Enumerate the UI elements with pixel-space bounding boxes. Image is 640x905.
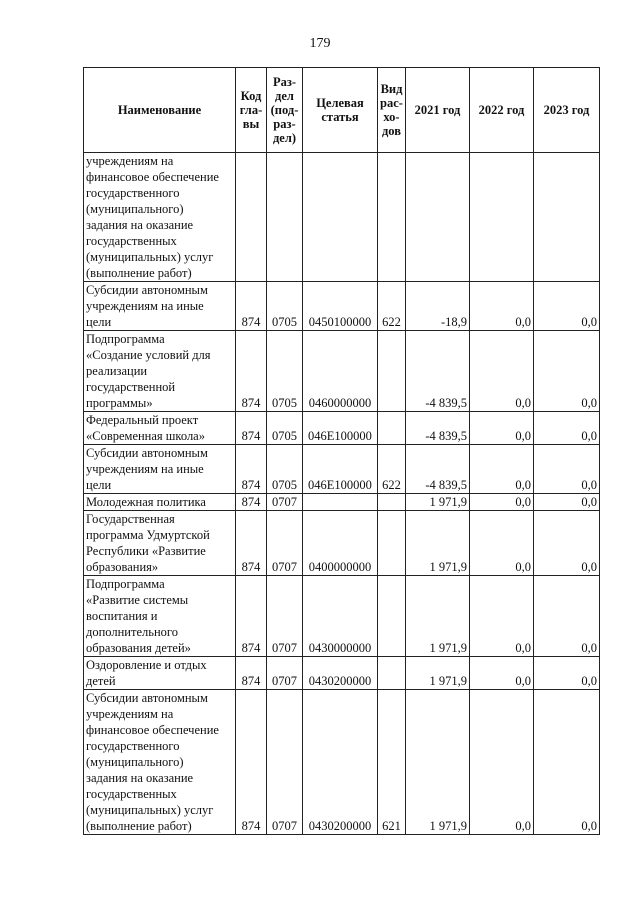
cell-chapter: 874 [236, 494, 267, 511]
cell-chapter: 874 [236, 412, 267, 445]
cell-y2022: 0,0 [470, 690, 534, 835]
cell-target [303, 153, 378, 282]
cell-y2023: 0,0 [534, 576, 600, 657]
cell-y2021: -4 839,5 [406, 331, 470, 412]
cell-y2023: 0,0 [534, 412, 600, 445]
cell-name: Подпрограмма «Создание условий для реализации государственной программы» [84, 331, 236, 412]
cell-section: 0705 [267, 445, 303, 494]
cell-target: 0430200000 [303, 657, 378, 690]
cell-chapter: 874 [236, 511, 267, 576]
cell-target [303, 494, 378, 511]
cell-chapter: 874 [236, 331, 267, 412]
cell-y2021: 1 971,9 [406, 657, 470, 690]
table-row [84, 657, 600, 690]
cell-target: 0400000000 [303, 511, 378, 576]
header-2023: 2023 год [534, 68, 600, 153]
cell-expense [378, 576, 406, 657]
cell-y2022: 0,0 [470, 494, 534, 511]
cell-name: Субсидии автономным учреждениям на иные цели [84, 282, 236, 331]
cell-y2022: 0,0 [470, 657, 534, 690]
table-row [84, 282, 600, 331]
cell-section: 0705 [267, 412, 303, 445]
cell-expense [378, 494, 406, 511]
header-2021: 2021 год [406, 68, 470, 153]
table-row [84, 331, 600, 412]
cell-y2021: 1 971,9 [406, 494, 470, 511]
cell-y2022: 0,0 [470, 511, 534, 576]
cell-y2021: -4 839,5 [406, 445, 470, 494]
cell-y2022: 0,0 [470, 412, 534, 445]
cell-y2022: 0,0 [470, 576, 534, 657]
cell-y2023: 0,0 [534, 494, 600, 511]
cell-y2021: -4 839,5 [406, 412, 470, 445]
header-2022: 2022 год [470, 68, 534, 153]
cell-y2021: 1 971,9 [406, 511, 470, 576]
cell-name: Субсидии автономным учреждениям на иные цели [84, 445, 236, 494]
table-row [84, 494, 600, 511]
cell-name: учреждениям на финансовое обеспечение государственного (муниципального) задания на оказание государственных (муниципальных) услуг (выполнение работ) [84, 153, 236, 282]
cell-name: Подпрограмма «Развитие системы воспитания и дополнительного образования детей» [84, 576, 236, 657]
header-expense: Вид рас- хо- дов [378, 68, 406, 153]
cell-target: 0430000000 [303, 576, 378, 657]
cell-expense [378, 153, 406, 282]
cell-name: Молодежная политика [84, 494, 236, 511]
cell-chapter: 874 [236, 690, 267, 835]
cell-expense [378, 331, 406, 412]
cell-target: 0450100000 [303, 282, 378, 331]
cell-chapter [236, 153, 267, 282]
cell-target: 046E100000 [303, 445, 378, 494]
cell-name: Государственная программа Удмуртской Республики «Развитие образования» [84, 511, 236, 576]
cell-name: Оздоровление и отдых детей [84, 657, 236, 690]
cell-expense: 621 [378, 690, 406, 835]
cell-section: 0707 [267, 494, 303, 511]
cell-section: 0707 [267, 657, 303, 690]
table-row [84, 690, 600, 835]
cell-y2022: 0,0 [470, 331, 534, 412]
cell-section [267, 153, 303, 282]
cell-y2021 [406, 153, 470, 282]
cell-y2023: 0,0 [534, 657, 600, 690]
cell-y2023: 0,0 [534, 445, 600, 494]
budget-table [83, 67, 600, 835]
cell-expense [378, 412, 406, 445]
cell-expense: 622 [378, 282, 406, 331]
cell-y2023 [534, 153, 600, 282]
cell-section: 0705 [267, 331, 303, 412]
header-target: Целевая статья [303, 68, 378, 153]
cell-y2022: 0,0 [470, 282, 534, 331]
cell-target: 046E100000 [303, 412, 378, 445]
cell-section: 0705 [267, 282, 303, 331]
cell-target: 0460000000 [303, 331, 378, 412]
header-section: Раз- дел (под- раз- дел) [267, 68, 303, 153]
cell-y2021: 1 971,9 [406, 690, 470, 835]
header-row [84, 68, 600, 153]
cell-y2022 [470, 153, 534, 282]
cell-chapter: 874 [236, 657, 267, 690]
table-row [84, 511, 600, 576]
cell-y2022: 0,0 [470, 445, 534, 494]
cell-section: 0707 [267, 511, 303, 576]
cell-y2023: 0,0 [534, 282, 600, 331]
cell-target: 0430200000 [303, 690, 378, 835]
cell-expense [378, 657, 406, 690]
table-row [84, 445, 600, 494]
cell-chapter: 874 [236, 445, 267, 494]
cell-name: Субсидии автономным учреждениям на финансовое обеспечение государственного (муниципального) задания на оказание государственных (муниципальных) услуг (выполнение работ) [84, 690, 236, 835]
cell-y2021: -18,9 [406, 282, 470, 331]
cell-y2023: 0,0 [534, 511, 600, 576]
page-number: 179 [309, 36, 331, 51]
cell-y2021: 1 971,9 [406, 576, 470, 657]
cell-y2023: 0,0 [534, 331, 600, 412]
cell-chapter: 874 [236, 282, 267, 331]
header-chapter: Код гла- вы [236, 68, 267, 153]
table-row [84, 412, 600, 445]
cell-name: Федеральный проект «Современная школа» [84, 412, 236, 445]
table-row [84, 153, 600, 282]
table-row [84, 576, 600, 657]
cell-section: 0707 [267, 576, 303, 657]
cell-expense [378, 511, 406, 576]
header-name: Наименование [84, 68, 236, 153]
cell-y2023: 0,0 [534, 690, 600, 835]
cell-section: 0707 [267, 690, 303, 835]
cell-chapter: 874 [236, 576, 267, 657]
cell-expense: 622 [378, 445, 406, 494]
